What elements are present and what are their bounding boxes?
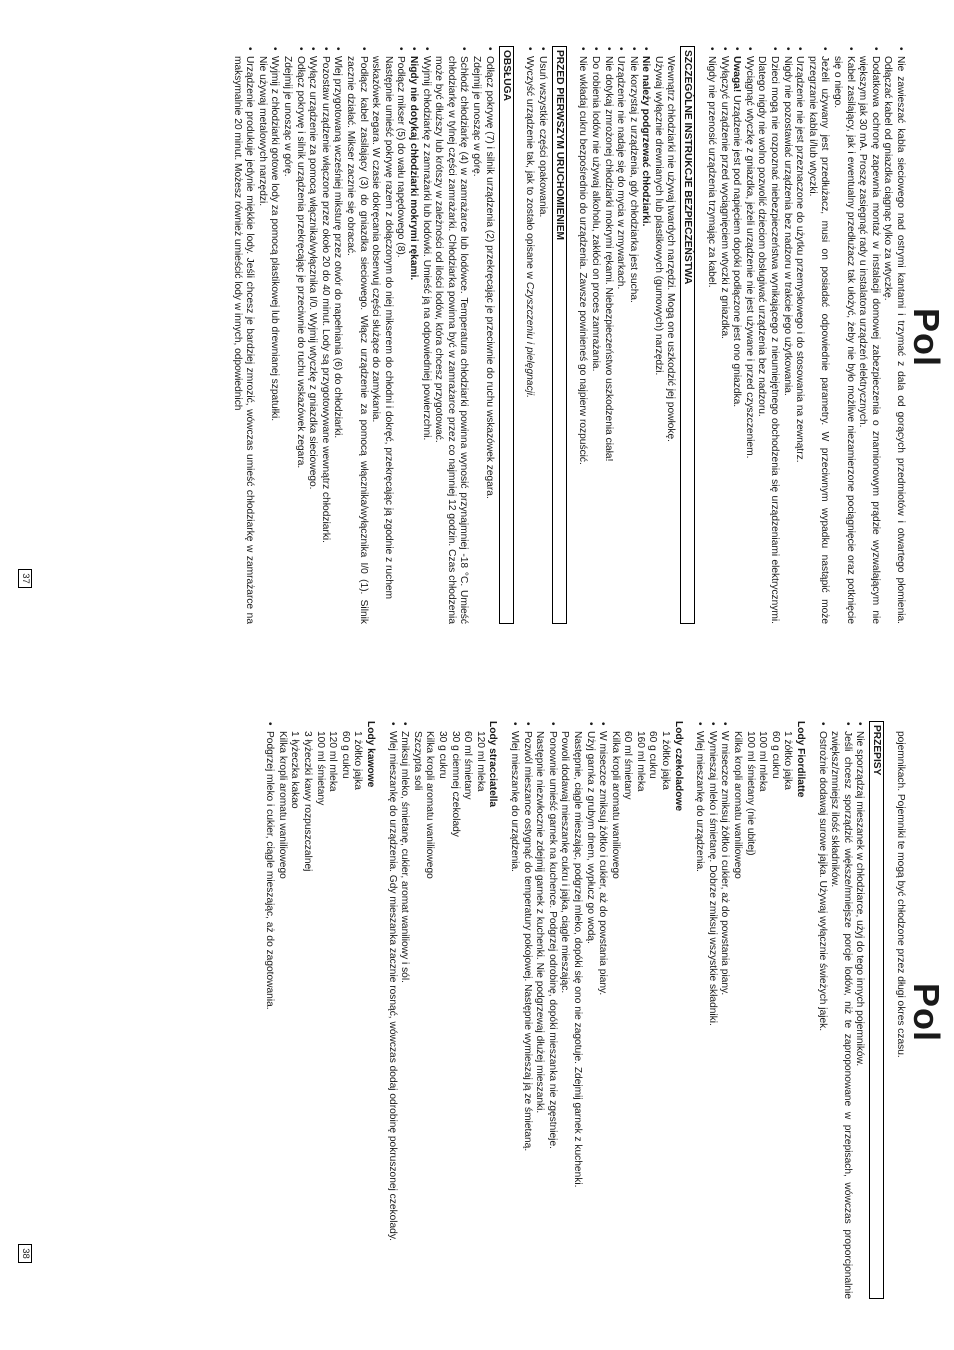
recipe-steps xyxy=(583,721,608,1299)
ingredient: 3 łyżeczki kawy rozpuszczalnej xyxy=(302,731,314,872)
ingredient: 1 żółtko jajka xyxy=(782,731,794,790)
ingredient: 60 g cukru xyxy=(339,731,351,779)
page-38-content xyxy=(263,721,906,1299)
paragraph: Zdejmij je unosząc w górę. xyxy=(470,56,482,177)
list-item xyxy=(406,46,419,624)
paragraph: Zdejmij je unosząc w górę. xyxy=(282,56,294,177)
list-item: • Nie zawieszać kabla sieciowego nad ostrymi kantami i trzymać z dala od gorących przedmiotów i otwartego płomienia. Odłączać kabel od gniazdka ciągnąc tylko za wtyczkę. xyxy=(881,46,906,624)
list-item: • Wlej mieszankę do urządzenia. Gdy mieszanka zacznie rosnąć, wówczas dodaj odrobinę pokruszonej czekolady. xyxy=(385,721,398,1299)
list-item: • Wyłączyć urządzenie przed wyciągnięciem wtyczki z gniazdka. xyxy=(717,46,730,624)
recipe-title: Lody Fiordilatte xyxy=(795,721,807,798)
list-item xyxy=(639,46,652,624)
recipe-steps xyxy=(385,721,410,1299)
recipe-steps xyxy=(545,721,558,1299)
section-header-operation: OBSŁUGA xyxy=(499,46,514,624)
ingredient: 120 ml mleka xyxy=(327,731,339,792)
recipe-steps xyxy=(263,721,276,1299)
ingredient: Kilka kropli aromatu waniliowego xyxy=(276,731,288,879)
list-item: • Ponownie umieść garnek na kuchence. Podgrzej odrobinę, dopóki mieszanka nie zgęstnieje. xyxy=(545,721,558,1299)
ingredient: Kilka kropli aromatu waniliowego xyxy=(424,731,436,879)
ingredient: 60 ml śmietany xyxy=(462,731,474,800)
list-item xyxy=(730,46,743,624)
language-header: Pol xyxy=(906,307,947,367)
list-item: • Nie wkładaj cukru bezpośrednio do urządzenia. Zawsze powinieneś go najpierw rozpuścić. xyxy=(576,46,589,624)
bold-warning: Nigdy nie dotykaj chłodziarki mokrymi rękami. xyxy=(408,56,419,281)
ingredient: 60 g cukru xyxy=(769,731,781,779)
paragraph: Używaj wyłącznie drewnianych lub plastikowych (gumowych) narzędzi. xyxy=(652,56,664,376)
list-item: • Wyłącz urządzenie za pomocą włącznika/wyłącznika I/0. Wyjmij wtyczkę z gniazdka sieciowego. xyxy=(306,46,319,624)
ingredient: Kilka kropli aromatu waniliowego xyxy=(609,731,621,879)
list-item: • Nigdy nie przenosić urządzenia trzymając za kabel. xyxy=(705,46,718,624)
language-header: Pol xyxy=(906,982,947,1042)
list-item: • W miseczce zmiksuj żółtko i cukier, aż do powstania piany. xyxy=(718,721,731,1299)
list-item: • Wyjmij chłodziarkę z zamrażarki lub lodówki. Umieść ją na odpowiedniej powierzchni. xyxy=(419,46,432,624)
page-number: 37 xyxy=(18,569,32,588)
list-item: • Nie sporządzaj mieszanek w chłodziarce, użyj do tego innych pojemników. xyxy=(853,721,866,1299)
recipe-notes-list xyxy=(815,721,865,1299)
page-38 xyxy=(0,675,954,1350)
list-item: • Jeżeli używany jest przedłużacz, musi on posiadać odpowiednie parametry. W przeciwnym wypadku nastąpić może przegrzanie kabla i/lub wtyczki. xyxy=(805,46,830,624)
page-number: 38 xyxy=(18,1244,32,1263)
ingredient: 1 żółtko jajka xyxy=(660,731,672,790)
ingredient: 100 ml mleka xyxy=(757,731,769,792)
list-item: • Nie korzystaj z urządzenia, gdy chłodziarka jest sucha. xyxy=(626,46,639,624)
list-item: • Urządzenie nie jest przeznaczone do użytku przemysłowego i do stosowania na zewnątrz. xyxy=(793,46,806,624)
recipe-steps xyxy=(507,721,532,1299)
list-item: • Wlej mieszankę do urządzenia. xyxy=(693,721,706,1299)
list-item: • Jeśli chcesz sporządzić większe/mniejsze porcje lodów, niż te zaproponowane w przepisach, wówczas proporcjonalnie zwiększ/zmniejsz ilość składników. xyxy=(828,721,853,1299)
paragraph: Następnie niezwłocznie zdejmij garnek z kuchenki. Nie podgrzewaj dłużej mieszanki. xyxy=(534,731,546,1114)
ingredient: 1 łyżeczka kakao xyxy=(289,731,301,809)
warning-label: Uwaga! xyxy=(731,56,743,93)
ingredient: 30 g cukru xyxy=(437,731,448,779)
operation-list xyxy=(482,46,495,624)
italic-reference: Czyszczeniu i pielęgnacji. xyxy=(524,281,536,398)
list-item: • Wlej mieszankę do urządzenia. xyxy=(507,721,520,1299)
section-header-first-use: PRZED PIERWSZYM URUCHOMIENIEM xyxy=(552,46,567,624)
bold-warning: Nie należy podgrzewać chłodziarki. xyxy=(640,56,652,227)
recipe-steps xyxy=(693,721,731,1299)
section-header-safety: SZCZEGÓLNE INSTRUKCJE BEZPIECZEŃSTWA xyxy=(681,46,696,624)
ingredient: 120 ml mleka xyxy=(474,731,486,792)
page-37-content xyxy=(230,46,906,624)
ingredient: Kilka kropli aromatu waniliowego xyxy=(732,731,744,879)
paragraph: Następnie umieść pokrywę razem z dołączonym do niej mikserem do chłodni i dokręć, przekręcając ją zgodnie z ruchem wskazówek zegara. W czasie dokręcania obserwuj części służące do zamykania. xyxy=(370,56,394,600)
paragraph: pojemnikach. Pojemniki te mogą być chłodzone przez długi okres czasu. xyxy=(895,731,906,1058)
recipe-title: Lody stracciatella xyxy=(487,721,499,808)
list-item: • Pozwól mieszance ostygnąć do temperatury pokojowej. Następnie wymieszaj ją ze śmietaną. xyxy=(520,721,533,1299)
ingredient: 160 ml mleka xyxy=(634,731,646,792)
paragraph: Nie używaj metalowych narzędzi. xyxy=(256,56,268,207)
list-item: • Do robienia lodów nie używaj alkoholu, zakłóci on proces zamrażania. xyxy=(588,46,601,624)
list-item: • Odłącz pokrywę i silnik urządzenia przekręcając je przeciwnie do ruchu wskazówek zegara. xyxy=(293,46,306,624)
list-item: • Urządzenie nie nadaje się do mycia w zmywarkach. xyxy=(614,46,627,624)
list-item: • Wymieszaj mleko i śmietanę. Dobrze zmiksuj wszystkie składniki. xyxy=(705,721,718,1299)
list-item: • Pozostaw urządzenie włączone przez około 20 do 40 minut. Lody są przygotowywane wewnątrz chłodziarki. xyxy=(318,46,331,624)
operation-list-3 xyxy=(293,46,369,624)
list-item: • Użyj garnka z grubym dnem, wypłucz go wodą. xyxy=(583,721,596,1299)
list-item: • Nie dotykaj zmrożonej chłodziarki mokrymi rękami. Niebezpieczeństwo uszkodzenia ciała! xyxy=(601,46,614,624)
list-item: • Nigdy nie pozostawiać urządzenia bez nadzoru w trakcie jego użytkowania. xyxy=(780,46,793,624)
warning-text: Urządzenie jest pod napięciem dopóki podłączone jest ono gniazdka. xyxy=(731,92,743,408)
paragraph: Powoli dodawaj mieszankę cukru i jajka, ciągle mieszając. xyxy=(559,731,571,994)
list-item: • Usuń wszystkie części opakowania. xyxy=(535,46,548,624)
operation-list-5 xyxy=(230,46,255,624)
ingredient: 100 ml śmietany xyxy=(314,731,326,806)
list-item: • Dodatkowa ochronę zapewnia montaż w instalacji domowej zabezpieczenia o znamionowym prądzie wyzwalającym nie większym jak 30 mA. Proszę zasięgnąć rady u instalatora urządzeń elektrycznych. xyxy=(856,46,881,624)
recipe-title: Lody czekoladowe xyxy=(672,721,684,812)
special-safety-list xyxy=(576,46,652,624)
list-item: • Zmiksuj mleko, śmietanę, cukier, aromat waniliowy i sól. xyxy=(398,721,411,1299)
list-item: • Kabel zasilający, jak i ewentualny przedłużacz tak ułożyć, żeby nie było możliwe niezamierzone pociągnięcie oraz potknięcie się o niego. xyxy=(830,46,855,624)
list-item: • Urządzenie produkuje jedynie miękkie lody. Jeśli chcesz je bardziej zmrozić, wówczas umieść chłodziarkę w zamrażarce na maksymalnie 20 minut. Możesz również umieścić lody w innych, odpowiednich xyxy=(230,46,255,624)
operation-list-2 xyxy=(394,46,470,624)
list-item xyxy=(523,46,536,624)
list-item: • W miseczce zmiksuj żółtko i cukier, aż do powstania piany. xyxy=(596,721,609,1299)
ingredient: Szczypta soli xyxy=(411,731,423,791)
list-item: • Wyciągnąć wtyczkę z gniazdka, jeżeli urządzenie nie jest używane i przed czyszczeniem. xyxy=(742,46,755,624)
list-item: • Podłącz kabel zasilający (3) do gniazdka sieciowego. Włącz urządzenie za pomocą włącznika/wyłącznika I/0 (1). Silnik zacznie działać. Mikser zacznie się obracać. xyxy=(343,46,368,624)
first-use-list xyxy=(523,46,548,624)
item-text: Wyczyść urządzenie tak, jak to zostało opisane w xyxy=(524,56,536,282)
ingredient: 60 ml śmietany xyxy=(622,731,634,800)
ingredient: 60 g cukru xyxy=(647,731,659,779)
list-item: • Podłącz mikser (5) do wału napędowego (8). xyxy=(394,46,407,624)
list-item: • Odłącz pokrywę (7) i silnik urządzenia (2) przekręcając je przeciwnie do ruchu wskazówek zegara. xyxy=(482,46,495,624)
section-header-recipes: PRZEPISY xyxy=(869,721,884,1299)
ingredient: 30 g ciemnej czekolady xyxy=(449,731,461,837)
paragraph: Następnie, ciągle mieszając, podgrzej mleko, dopóki się ono nie zagotuje. Zdejmij garnek z kuchenki. xyxy=(571,731,583,1188)
list-item: • Wlej przygotowaną wcześniej miksturę przez otwór do napełniania (6) do chłodziarki. xyxy=(331,46,344,624)
operation-list-4 xyxy=(268,46,281,624)
list-item: • Dzieci mogą nie rozpoznać niebezpieczeństwa wynikającego z nieumiejętnego obchodzenia się urządzeniami elektrycznymi. Dlatego nigdy nie wolno pozwolić dzieciom obsługiwać urządzenia bez nadzoru. xyxy=(755,46,780,624)
list-item: • Podgrzej mleko i cukier, ciągle mieszając, aż do zagotowania. xyxy=(263,721,276,1299)
list-item: • Ostrożnie dodawaj surowe jajka. Używaj wyłącznie świeżych jajek. xyxy=(815,721,828,1299)
ingredient: 100 ml śmietany (nie ubitej) xyxy=(744,731,756,856)
list-item: • Schłodź chłodziarkę (4) w zamrażarce lub lodówce. Temperatura chłodziarki powinna wynosić przynajmniej -18 °C. Umieść chłodziarkę w tylnej części zamrażarki. Chłodziarka powinna być w zamrażarce przez co najmniej 12 godzin. Czas chłodzenia może być dłuższy lub krótszy w zależności od ilości lodów, która chcesz przygotować. xyxy=(432,46,470,624)
paragraph: Wewnątrz chłodziarki nie używaj twardych narzędzi. Mogą one uszkodzić jej powłokę. xyxy=(665,56,677,442)
safety-list xyxy=(705,46,907,624)
recipe-title: Lody kawowe xyxy=(365,721,377,788)
list-item: • Wyjmij z chłodziarki gotowe lody za pomocą plastikowej lub drewnianej szpatułki. xyxy=(268,46,281,624)
ingredient: 1 żółtko jajka xyxy=(352,731,364,790)
